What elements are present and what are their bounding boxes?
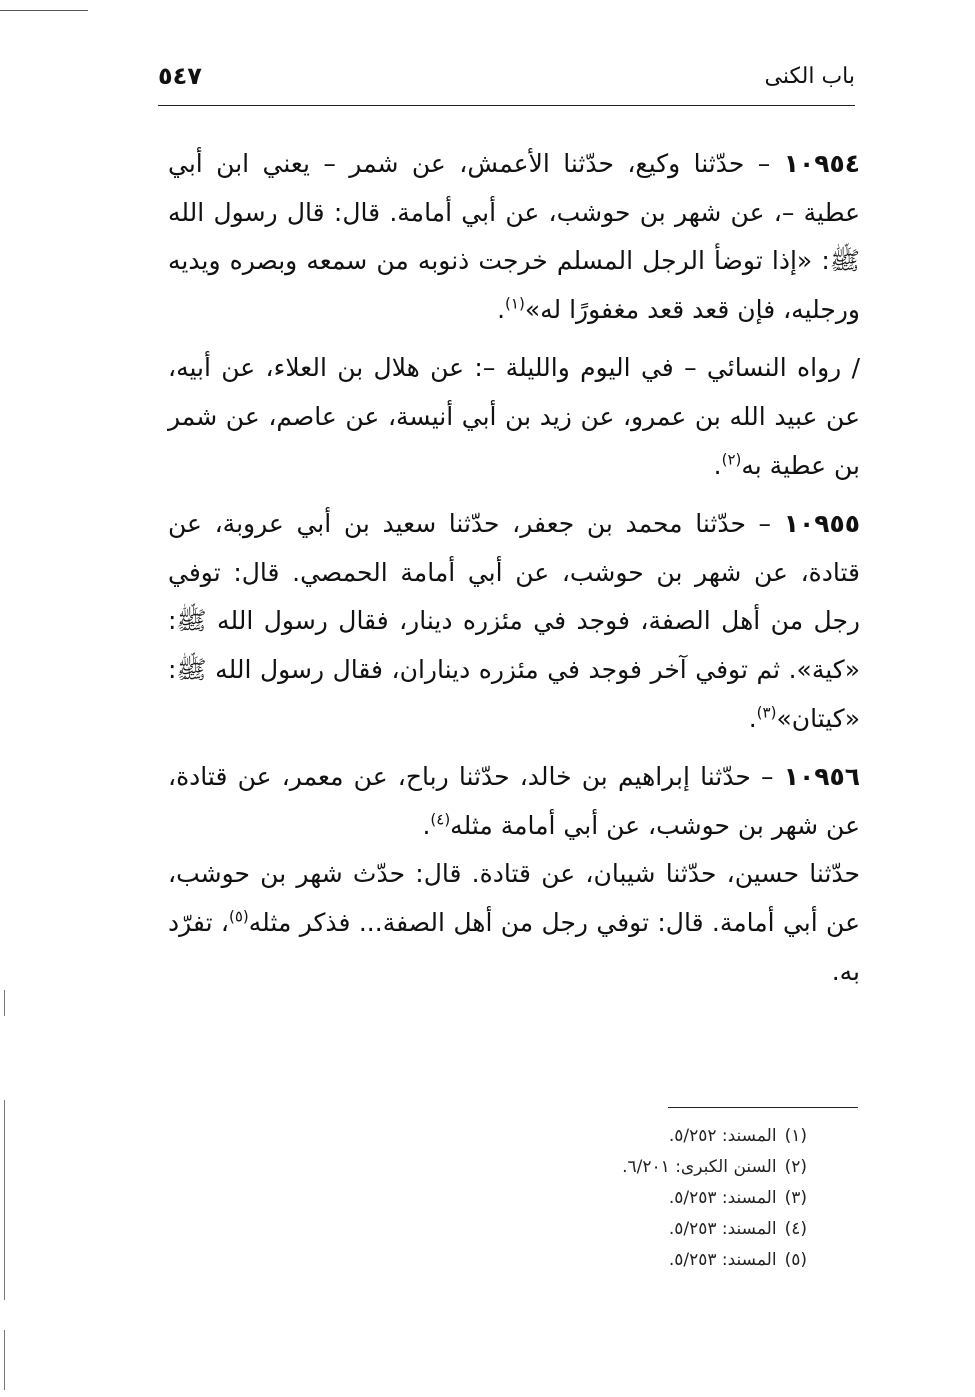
footnote-reference: (١) (505, 294, 525, 313)
footnote-mark: (٤) (784, 1219, 807, 1239)
footnote-reference: (٥) (228, 907, 249, 926)
footnote-text: المسند: ٥/٢٥٢. (668, 1126, 777, 1146)
footnote-reference: (٣) (756, 703, 777, 722)
scan-edge-mark (0, 10, 88, 11)
footnote-text: المسند: ٥/٢٥٣. (668, 1250, 777, 1270)
hadith-text: – حدّثنا محمد بن جعفر، حدّثنا سعيد بن أبي عروبة، عن قتادة، عن شهر بن حوشب، عن أبي أمامة الحمصي. قال: توفي رجل من أهل الصفة، فوجد في مئزره دينار، فقال رسول الله ﷺ: «كية». ثم توفي آخر فوجد في مئزره ديناران، فقال رسول الله ﷺ: «كيتان» (168, 509, 860, 733)
scan-edge-mark (4, 990, 5, 1016)
commentary-text: / رواه النسائي – في اليوم والليلة –: عن هلال بن العلاء، عن أبيه، عن عبيد الله بن عمرو، عن زيد بن أبي أنيسة، عن عاصم، عن شمر بن عطية به (168, 353, 860, 480)
footnote-reference: (٢) (721, 450, 742, 469)
footnote-item (407, 1152, 807, 1183)
hadith-text: – حدّثنا وكيع، حدّثنا الأعمش، عن شمر – يعني ابن أبي عطية –، عن شهر بن حوشب، عن أبي أمامة. قال: قال رسول الله ﷺ: «إذا توضأ الرجل المسلم خرجت ذنوبه من سمعه وبصره ويديه ورجليه، فإن قعد قعد مغفورًا له» (168, 149, 860, 324)
footnote-item (407, 1214, 807, 1245)
footnote-mark: (٢) (784, 1157, 807, 1177)
hadith-number: ١٠٩٥٦ (783, 762, 860, 792)
scan-edge-mark (4, 1330, 5, 1390)
footnote-text: المسند: ٥/٢٥٣. (668, 1188, 777, 1208)
hadith-text-tail: . (748, 703, 757, 733)
commentary-text-tail: ، تفرّد به. (168, 907, 860, 986)
footnote-text: السنن الكبرى: ٦/٢٠١. (622, 1157, 777, 1177)
hadith-text-tail: . (422, 810, 431, 840)
hadith-paragraph (168, 140, 860, 334)
footnote-item (407, 1245, 807, 1276)
footnotes-list (407, 1121, 807, 1276)
footnote-mark: (٣) (784, 1188, 807, 1208)
page-header (158, 64, 855, 104)
scan-edge-mark (4, 1100, 5, 1300)
footnote-mark: (٥) (784, 1250, 807, 1270)
hadith-text: – حدّثنا إبراهيم بن خالد، حدّثنا رباح، عن معمر، عن قتادة، عن شهر بن حوشب، عن أبي أمامة مثله (168, 762, 860, 840)
page-number: ٥٤٧ (158, 62, 202, 90)
hadith-text-tail: . (497, 294, 506, 324)
header-rule (158, 105, 855, 106)
commentary-text: حدّثنا حسين، حدّثنا شيبان، عن قتادة. قال: حدّث شهر بن حوشب، عن أبي أمامة. قال: توفي رجل من أهل الصفة... فذكر مثله (168, 859, 860, 937)
footnote-item (407, 1183, 807, 1214)
commentary-text-tail: . (713, 450, 722, 480)
commentary-paragraph (168, 344, 860, 490)
running-head: باب الكنى (764, 64, 855, 89)
hadith-number: ١٠٩٥٥ (783, 509, 860, 539)
hadith-paragraph (168, 500, 860, 743)
hadith-number: ١٠٩٥٤ (783, 149, 860, 178)
hadith-paragraph (168, 753, 860, 850)
footnote-item (407, 1121, 807, 1152)
footnote-reference: (٤) (430, 810, 451, 829)
footnote-rule (668, 1107, 858, 1108)
main-text (168, 140, 860, 1006)
footnote-mark: (١) (784, 1126, 807, 1146)
footnote-text: المسند: ٥/٢٥٣. (668, 1219, 777, 1239)
commentary-paragraph (168, 850, 860, 996)
